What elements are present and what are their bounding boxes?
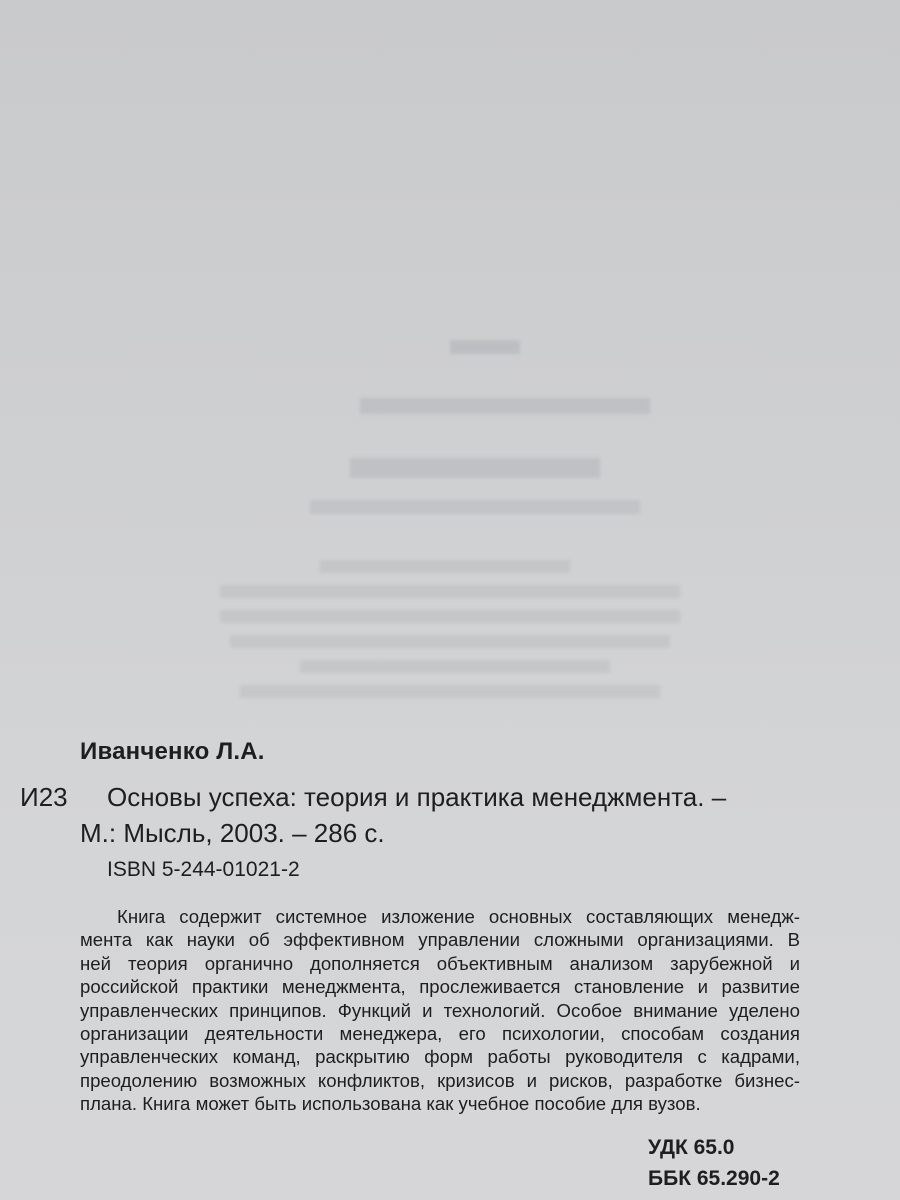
annotation-line: ней теория органично дополняется объективным анализом зарубежной и	[80, 952, 800, 974]
annotation-line: управленческих команд, раскрытию форм работы руководителя с кадрами,	[80, 1046, 800, 1068]
udk-code: УДК 65.0	[648, 1136, 735, 1159]
annotation-line: Книга содержит системное изложение основных составляющих менедж-	[117, 906, 800, 927]
annotation-line: плана. Книга может быть использована как учебное пособие для вузов.	[80, 1093, 701, 1115]
annotation-line: организации деятельности менеджера, его психологии, способам создания	[80, 1023, 800, 1045]
annotation-line: мента как науки об эффективном управлении сложными организациями. В	[80, 929, 800, 951]
classification-codes	[648, 1132, 780, 1194]
isbn-number: ISBN 5-244-01021-2	[107, 858, 300, 881]
bbk-code: ББК 65.290-2	[648, 1167, 780, 1190]
book-annotation	[80, 905, 800, 1116]
annotation-line: управленческих принципов. Функций и технологий. Особое внимание уделено	[80, 999, 800, 1021]
publication-info: М.: Мысль, 2003. – 286 с.	[80, 818, 385, 848]
author-name: Иванченко Л.А.	[80, 738, 265, 765]
book-title: Основы успеха: теория и практика менеджмента. –	[107, 782, 727, 812]
annotation-line: российской практики менеджмента, прослеживается становление и развитие	[80, 976, 800, 998]
library-index-code: И23	[20, 782, 68, 812]
annotation-line: преодолению возможных конфликтов, кризисов и рисков, разработке бизнес-	[80, 1069, 800, 1091]
